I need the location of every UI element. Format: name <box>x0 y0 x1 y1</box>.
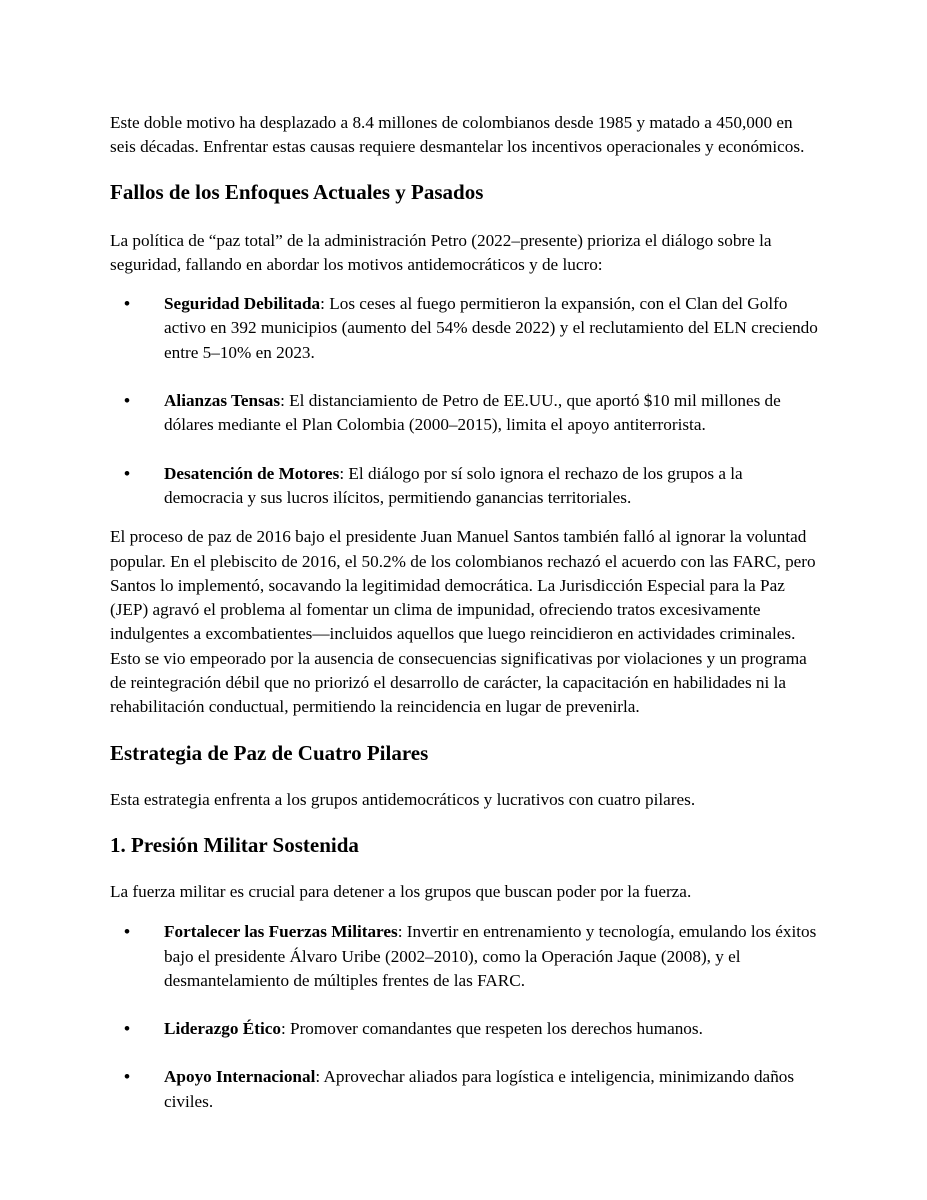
bullet-marker: • <box>124 391 131 411</box>
bullet-term: Liderazgo Ético <box>164 1019 281 1039</box>
bullet-text: : El diálogo por sí solo ignora el rechazo de los grupos a la democracia y sus lucros ilícitos, permitiendo ganancias territoriales. <box>164 463 743 507</box>
bullet-text: : Invertir en entrenamiento y tecnología, emulando los éxitos bajo el presidente Álvaro Uribe (2002–2010), como la Operación Jaque (2008), y el desmantelamiento de múltiples frentes de las FARC. <box>164 922 817 990</box>
bullet-marker: • <box>124 463 131 483</box>
bullet-term: Seguridad Debilitada <box>164 294 321 314</box>
bullet-list-fallos <box>110 292 822 510</box>
bullet-text: : Promover comandantes que respeten los derechos humanos. <box>280 1019 703 1039</box>
section-heading-fallos: Fallos de los Enfoques Actuales y Pasados <box>110 179 484 204</box>
bullet-marker: • <box>124 922 131 942</box>
list-item <box>110 462 822 511</box>
bullet-text: : Los ceses al fuego permitieron la expansión, con el Clan del Golfo activo en 392 municipios (aumento del 54% desde 2022) y el reclutamiento del ELN creciendo entre 5–10% en 2023. <box>164 294 818 362</box>
bullet-text: : Aprovechar aliados para logística e inteligencia, minimizando daños civiles. <box>164 1067 795 1111</box>
list-item <box>110 292 822 365</box>
list-item <box>110 920 822 993</box>
bullet-list-presion-militar <box>110 920 822 1114</box>
bullet-term: Desatención de Motores <box>164 463 340 483</box>
bullet-marker: • <box>124 1019 131 1039</box>
section-lead-presion-militar: La fuerza militar es crucial para detener a los grupos que buscan poder por la fuerza. <box>110 881 692 901</box>
list-item <box>110 389 822 438</box>
list-item <box>110 1065 822 1114</box>
bullet-marker: • <box>124 294 131 314</box>
bullet-text: : El distanciamiento de Petro de EE.UU., que aportó $10 mil millones de dólares mediante el Plan Colombia (2000–2015), limita el apoyo antiterrorista. <box>164 391 781 435</box>
bullet-term: Apoyo Internacional <box>164 1067 316 1087</box>
section-lead-fallos: La política de “paz total” de la administración Petro (2022–presente) prioriza el diálogo sobre la seguridad, fallando en abordar los motivos antidemocráticos y de lucro: <box>110 230 772 274</box>
document-page <box>110 111 822 1114</box>
section-lead-estrategia: Esta estrategia enfrenta a los grupos antidemocráticos y lucrativos con cuatro pilares. <box>110 789 696 809</box>
section-body-fallos: El proceso de paz de 2016 bajo el presidente Juan Manuel Santos también falló al ignorar la voluntad popular. En el plebiscito de 2016, el 50.2% de los colombianos rechazó el acuerdo con las FARC, pero Santos lo implementó, socavando la legitimidad democrática. La Jurisdicción Especial para la Paz (JEP) agravó el problema al fomentar un clima de impunidad, ofreciendo tratos excesivamente indulgentes a excombatientes—incluidos aquellos que luego reincidieron en actividades criminales. Esto se vio empeorado por la ausencia de consecuencias significativas por violaciones y un programa de reintegración débil que no priorizó el desarrollo de carácter, la capacitación en habilidades ni la rehabilitación conductual, permitiendo la reincidencia en lugar de prevenirla. <box>110 527 816 717</box>
section-heading-estrategia: Estrategia de Paz de Cuatro Pilares <box>110 740 429 765</box>
bullet-term: Fortalecer las Fuerzas Militares <box>164 922 398 942</box>
bullet-marker: • <box>124 1067 131 1087</box>
section-heading-presion-militar: 1. Presión Militar Sostenida <box>110 832 359 857</box>
intro-paragraph: Este doble motivo ha desplazado a 8.4 millones de colombianos desde 1985 y matado a 450,000 en seis décadas. Enfrentar estas causas requiere desmantelar los incentivos operacionales y económicos. <box>110 113 805 157</box>
list-item <box>110 1017 822 1041</box>
bullet-term: Alianzas Tensas <box>164 391 281 411</box>
